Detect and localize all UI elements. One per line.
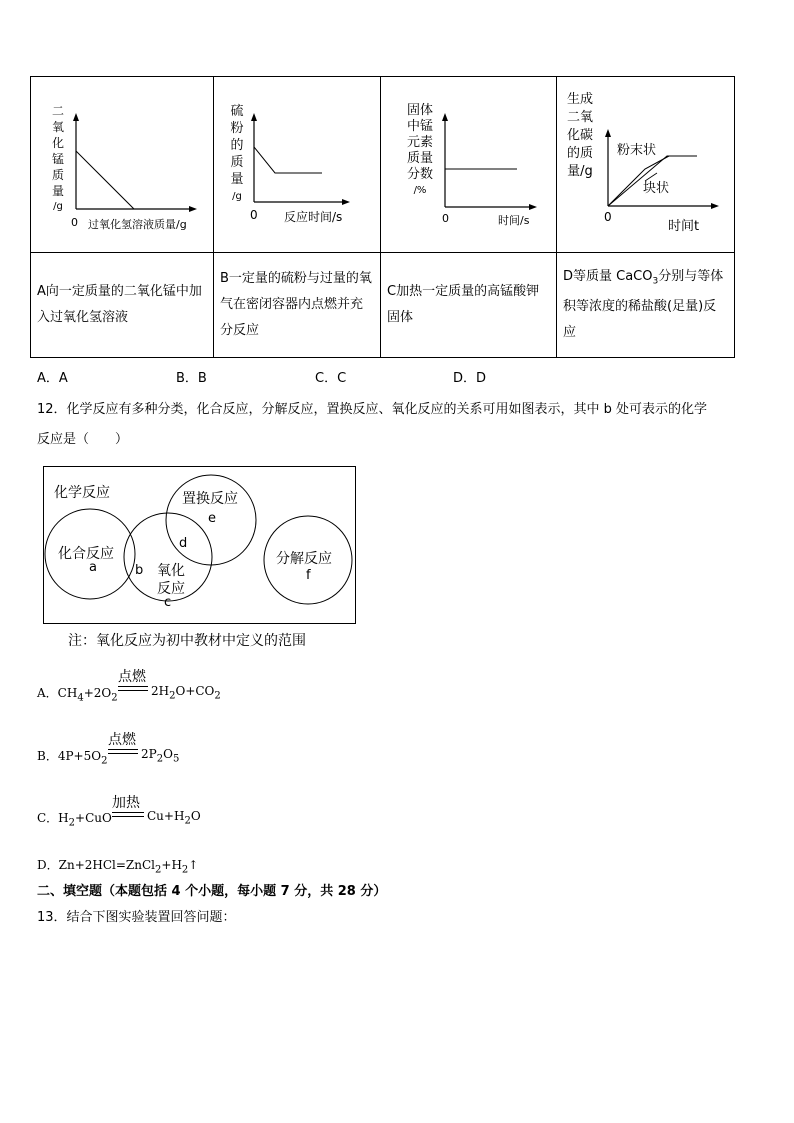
- venn-label-e: e: [208, 511, 216, 526]
- q12-option-d: [37, 856, 198, 875]
- venn-label-huahe: 化合反应: [58, 546, 114, 562]
- desc-c: C加热一定质量的高锰酸钾固体: [381, 253, 557, 358]
- venn-label-yanghua-2: 反应: [157, 581, 185, 597]
- desc-d: [557, 253, 735, 358]
- opt-a-m1: +2O: [83, 686, 112, 700]
- ylabel-char: 氧: [51, 120, 64, 134]
- opt-b-condition: 点燃: [108, 732, 136, 748]
- ylabel-char: 量: [51, 184, 64, 198]
- opt-c-m3: O: [190, 809, 201, 823]
- venn-label-c: c: [164, 595, 172, 610]
- graph-a-origin: 0: [71, 216, 78, 229]
- desc-d-sub: 3: [652, 276, 659, 287]
- venn-label-fenjie: 分解反应: [276, 551, 332, 567]
- ylabel-char: 的质: [566, 146, 593, 161]
- q11-option-d: D．D: [453, 371, 487, 386]
- ylabel-char: /g: [232, 191, 242, 202]
- desc-a: A向一定质量的二氧化锰中加入过氧化氢溶液: [31, 253, 214, 358]
- ylabel-char: 生成: [566, 92, 593, 107]
- q12-venn-diagram: [43, 466, 356, 624]
- venn-title: 化学反应: [54, 485, 110, 501]
- opt-c-condition: 加热: [112, 795, 140, 811]
- graph-d-xlabel: 时间t: [668, 219, 700, 234]
- venn-label-f: f: [306, 568, 311, 583]
- opt-a-prefix: A．CH: [37, 686, 78, 700]
- desc-d-part2: 分别与等体积等浓度的稀盐酸(足量)反应: [563, 268, 724, 341]
- ylabel-char: 量: [230, 172, 244, 187]
- graph-d: [557, 77, 735, 253]
- opt-b-sub1: 2: [101, 755, 108, 767]
- venn-label-zhihuan: 置换反应: [182, 491, 238, 507]
- q11-table: [30, 76, 735, 358]
- q13-stem: 13．结合下图实验装置回答问题：: [37, 910, 236, 925]
- graph-d-origin: 0: [604, 210, 612, 224]
- opt-a-sub3: 2: [169, 690, 176, 702]
- ylabel-char: 质: [51, 168, 64, 182]
- q12-stem-line2: 反应是（ ）: [37, 432, 129, 447]
- opt-c-right: [147, 809, 201, 826]
- opt-b-sub3: 5: [172, 753, 180, 765]
- graph-b-origin: 0: [250, 208, 258, 222]
- ylabel-char: 质: [230, 155, 244, 170]
- opt-c-sub1: 2: [68, 817, 76, 829]
- ylabel-char: 二: [51, 104, 64, 118]
- graph-c: [381, 77, 557, 253]
- graph-b-line: [254, 147, 322, 173]
- graph-b: [214, 77, 381, 253]
- opt-c-m2: Cu+H: [147, 809, 185, 823]
- graph-a-xlabel: 过氧化氢溶液质量/g: [88, 218, 187, 231]
- opt-c-m1: +CuO: [75, 811, 112, 825]
- desc-b: B一定量的硫粉与过量的氧气在密闭容器内点燃并充分反应: [214, 253, 381, 358]
- graph-d-series2-label: 块状: [643, 181, 670, 196]
- venn-label-b: b: [135, 563, 144, 578]
- graph-a: [31, 77, 214, 253]
- opt-a-left: [37, 684, 118, 703]
- ylabel-char: 粉: [230, 121, 244, 136]
- ylabel-char: 固体: [406, 103, 433, 118]
- ylabel-char: 分数: [406, 167, 433, 182]
- ylabel-char: 量/g: [567, 164, 593, 179]
- opt-b-m2: O: [163, 747, 173, 761]
- opt-a-m3: O+CO: [175, 684, 215, 698]
- opt-c-equals-sign: [112, 812, 144, 817]
- opt-a-equals-sign: [118, 686, 148, 691]
- opt-b-m1: 2P: [141, 747, 157, 761]
- opt-d-arrow: ↑: [188, 858, 199, 872]
- venn-label-d: d: [179, 536, 188, 551]
- ylabel-char: 质量: [406, 151, 433, 166]
- ylabel-char: 化碳: [566, 128, 593, 143]
- opt-a-sub1: 4: [77, 692, 84, 704]
- ylabel-char: 中锰: [406, 119, 433, 134]
- opt-b-sub2: 2: [156, 753, 164, 765]
- ylabel-char: 的: [230, 138, 244, 153]
- opt-d-m1: +H: [161, 858, 182, 872]
- q11-option-b: B．B: [176, 371, 207, 386]
- graph-c-origin: 0: [442, 212, 449, 225]
- graph-d-series1-label: 粉末状: [617, 143, 657, 158]
- ylabel-char: 硫: [230, 104, 244, 119]
- graph-c-plot: [381, 77, 557, 252]
- graph-c-xlabel: 时间/s: [498, 214, 530, 227]
- graph-b-plot: [214, 77, 381, 252]
- opt-b-left: [37, 747, 107, 766]
- ylabel-char: /g: [53, 201, 63, 212]
- graph-d-plot: [557, 77, 735, 252]
- opt-a-m2: 2H: [151, 684, 170, 698]
- opt-a-sub2: 2: [111, 692, 118, 704]
- opt-d-sub2: 2: [181, 864, 189, 876]
- q11-option-c: C．C: [315, 371, 347, 386]
- venn-label-yanghua-1: 氧化: [157, 563, 185, 579]
- opt-b-prefix: B．4P+5O: [37, 749, 102, 763]
- opt-d-prefix: D．Zn+2HCl=ZnCl: [37, 858, 156, 872]
- ylabel-char: 元素: [406, 135, 433, 150]
- q11-option-a: A．A: [37, 371, 68, 386]
- ylabel-char: 化: [51, 136, 64, 150]
- opt-c-sub2: 2: [184, 815, 191, 827]
- opt-a-sub4: 2: [214, 690, 221, 702]
- venn-label-a: a: [89, 560, 97, 575]
- desc-d-part1: D等质量 CaCO: [563, 268, 653, 284]
- q12-note: 注：氧化反应为初中教材中定义的范围: [68, 633, 306, 649]
- opt-a-right: [151, 684, 221, 701]
- graph-a-line: [76, 151, 134, 209]
- opt-a-condition: 点燃: [118, 669, 146, 685]
- ylabel-char: /%: [413, 185, 427, 196]
- ylabel-char: 二氧: [566, 110, 593, 125]
- opt-c-left: [37, 809, 112, 828]
- opt-b-right: [141, 747, 179, 764]
- graph-b-xlabel: 反应时间/s: [284, 210, 343, 224]
- opt-d-sub1: 2: [155, 864, 162, 876]
- section-2-heading: 二、填空题（本题包括 4 个小题，每小题 7 分，共 28 分）: [37, 884, 387, 899]
- q12-stem-line1: 12．化学反应有多种分类，化合反应，分解反应，置换反应、氧化反应的关系可用如图表示，其中 b 处可表示的化学: [37, 402, 708, 417]
- ylabel-char: 锰: [51, 152, 64, 166]
- opt-b-equals-sign: [108, 749, 138, 754]
- opt-c-prefix: C．H: [37, 811, 69, 825]
